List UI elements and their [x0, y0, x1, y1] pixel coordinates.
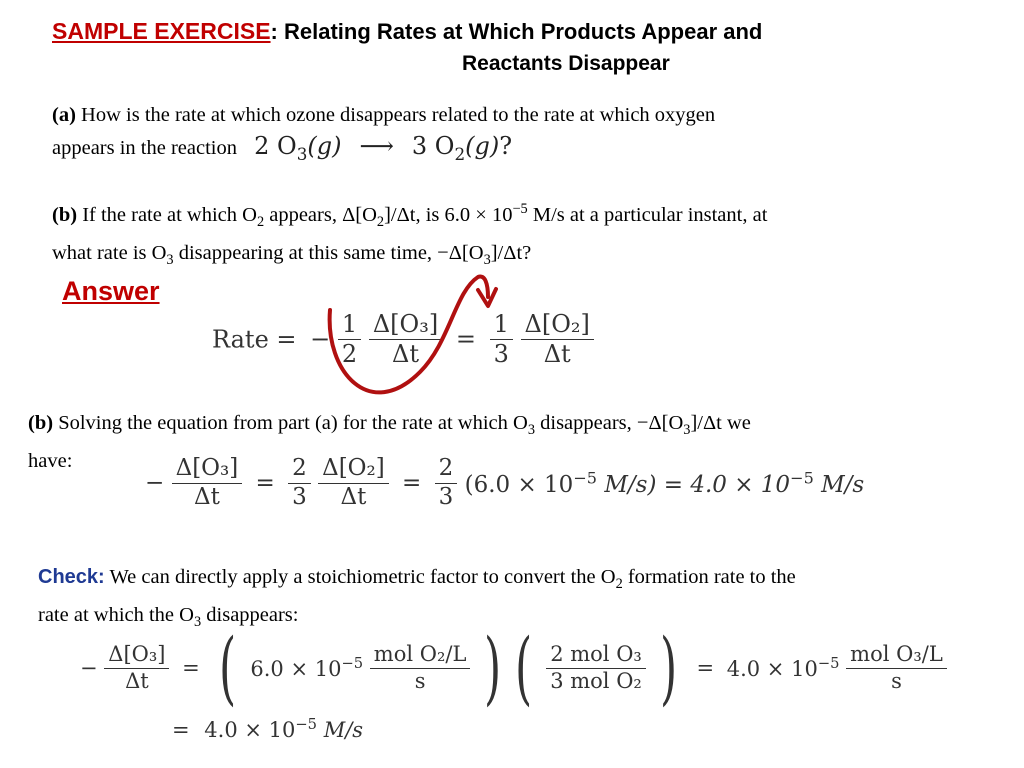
part-a-question [52, 100, 1012, 170]
solution-equation: − $\frac{\text{Δ[O₃]}}{\Delta t}$ = $\frac{2}{3}$ $\frac{\text{Δ[O₂]}}{\Delta t}$ = $\frac{2}{3}$ ($6.0 \times 10^{-5}$ $M/s) = 4.0 \times 10^{-5}$ M/s [145, 455, 865, 510]
rate-equation: Rate = − $\frac{1}{2}$ $\frac{\text{Δ[O₃]}}{\Delta t}$ = $\frac{1}{3}$ $\frac{\text{Δ[O₂]}}{\Delta t}$ [212, 310, 594, 369]
part-a-text: How is the rate at which ozone disappears related to the rate at which oxygen [75, 104, 716, 126]
rate-relation-arrow [300, 262, 520, 402]
check-label: Check: [38, 566, 105, 588]
solution-b-marker: (b) [28, 412, 54, 434]
title-text: : Relating Rates at Which Products Appear and [270, 19, 763, 44]
check-result-line: = $4.0 \times 10^{-5}$ M/s [172, 716, 364, 742]
answer-label: Answer [62, 276, 160, 306]
part-a-marker: (a) [52, 104, 76, 126]
title-line2: Reactants Disappear [462, 52, 670, 75]
sample-exercise-label: SAMPLE EXERCISE [52, 18, 271, 44]
part-a-text-2: appears in the reaction [52, 137, 237, 159]
part-b-question: (b) If the rate at which $O_2$ appears, $\Delta[O_2]/\Delta t$, is $6.0 \times 10^{-5}$ M/s at a particular instant, at what rate is $O_3$ disappearing at this same time, $-\Delta[O_3]/\Delta t$? [52, 201, 768, 269]
arrow-curve [330, 276, 488, 392]
reaction-arrow: ⟶ [359, 132, 394, 160]
solution-b-text: (b) Solving the equation from part (a) for the rate at which $O_3$ disappears, $-\Delta[O_3]/\Delta t$ we have: [28, 412, 751, 473]
check-text: Check: We can directly apply a stoichiometric factor to convert the $O_2$ formation rate to the rate at which the $O_3$ disappears: [38, 566, 796, 631]
part-b-marker: (b) [52, 203, 78, 226]
reaction-equation: 2 $O_3(g)$ ⟶ 3 $O_2(g)$? [254, 132, 513, 164]
check-equation: − $\frac{\text{Δ[O₃]}}{\Delta t}$ = ( $6.0 \times 10^{-5}$ $\frac{\text{mol O₂/L}}{s}$ ) ( $\frac{\text{2 mol O₃}}{\text{3 mol O₂}}$ ) = $4.0 \times 10^{-5}$ $\frac{\text{mol O₃/L}}{s}$ [80, 628, 947, 708]
